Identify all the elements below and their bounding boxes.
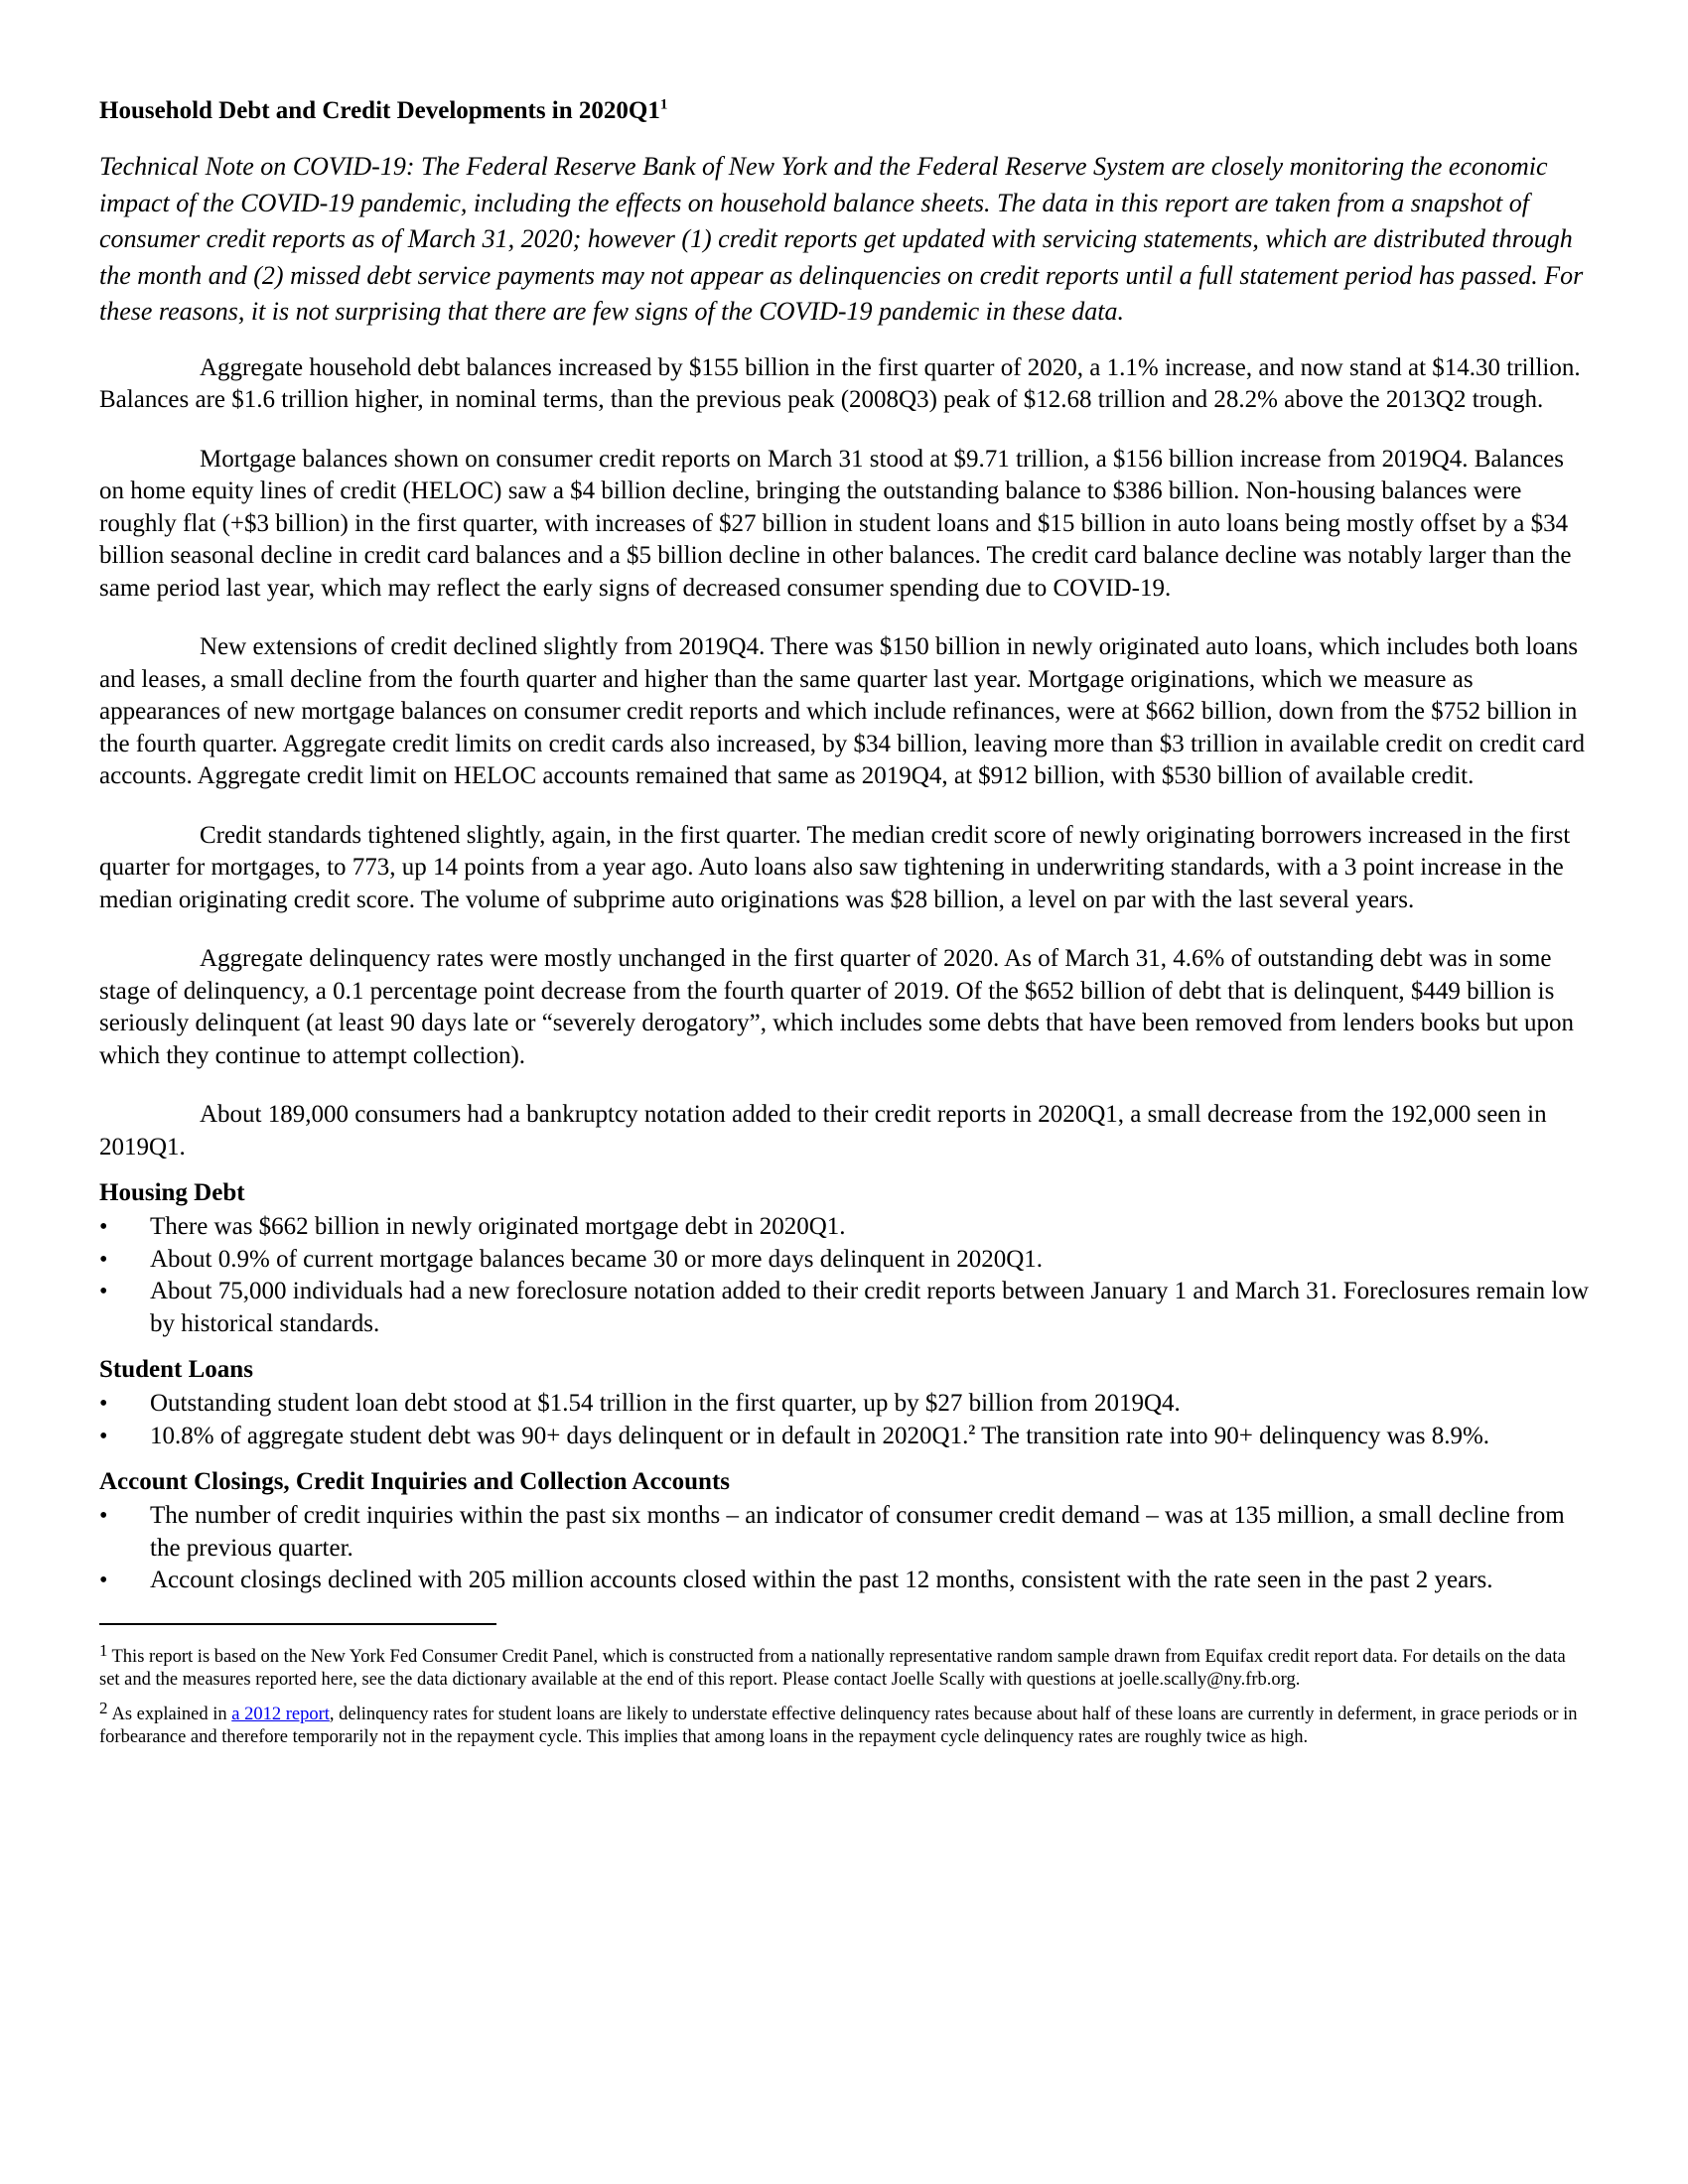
bullet-icon: • [99, 1391, 108, 1417]
paragraph-new-credit: New extensions of credit declined slightly from 2019Q4. There was $150 billion in newly originated auto loans, which includes both loans and leases, a small decline from the fourth quarter and higher than the same quarter last year. Mortgage originations, which we measure as appearances of new mortgage balances on consumer credit reports and which include refinances, were at $662 billion, down from the $752 billion in the fourth quarter. Aggregate credit limits on credit cards also increased, by $34 billion, leaving more than $3 trillion in available credit on credit card accounts. Aggregate credit limit on HELOC accounts remained that same as 2019Q4, at $912 billion, with $530 billion of available credit. [99, 633, 1586, 789]
report-link[interactable]: a 2012 report [231, 1704, 330, 1724]
paragraph-mortgage-balances: Mortgage balances shown on consumer credit reports on March 31 stood at $9.71 trillion, a $156 billion increase from 2019Q4. Balances on home equity lines of credit (HELOC) saw a $4 billion decline, bringing the outstanding balance to $386 billion. Non-housing balances were roughly flat (+$3 billion) in the first quarter, with increases of $27 billion in student loans and $15 billion in auto loans being mostly offset by a $34 billion seasonal decline in credit card balances and a $5 billion decline in other balances. The credit card balance decline was notably larger than the same period last year, which may reflect the early signs of decreased consumer spending due to COVID-19. [99, 445, 1572, 602]
title-text: Household Debt and Credit Developments in 2020Q1 [99, 97, 660, 124]
bullet-icon: • [99, 1568, 108, 1593]
paragraph-bankruptcy: About 189,000 consumers had a bankruptcy notation added to their credit reports in 2020Q1, a small decrease from the 192,000 seen in 2019Q1. [99, 1101, 1547, 1160]
footnote-1: 1 This report is based on the New York Fed Consumer Credit Panel, which is constructed from a nationally representative random sample drawn from Equifax credit report data. For details on the data set and the measures reported here, see the data dictionary available at the end of this report. Please contact Joelle Scally with questions at joelle.scally@ny.frb.org. [99, 1640, 1566, 1690]
paragraph-debt-balances: Aggregate household debt balances increased by $155 billion in the first quarter of 2020, a 1.1% increase, and now stand at $14.30 trillion. Balances are $1.6 trillion higher, in nominal terms, than the previous peak (2008Q3) peak of $12.68 trillion and 28.2% above the 2013Q2 trough. [99, 353, 1581, 413]
footnote-marker: 2 [968, 1423, 976, 1438]
bullet-icon: • [99, 1279, 108, 1304]
bullet-icon: • [99, 1246, 108, 1273]
paragraph-credit-standards: Credit standards tightened slightly, again, in the first quarter. The median credit score of newly originating borrowers increased in the first quarter for mortgages, to 773, up 14 points from a year ago. Auto loans also saw tightening in underwriting standards, with a 3 point increase in the median originating credit score. The volume of subprime auto originations was $28 billion, a level on par with the last several years. [99, 821, 1571, 913]
list-item: • 10.8% of aggregate student debt was 90+ days delinquent or in default in 2020Q1.$^2$ The transition rate into 90+ delinquency was 8.9%. [99, 1421, 1589, 1453]
technical-note: Technical Note on COVID-19: The Federal Reserve Bank of New York and the Federal Reserve System are closely monitoring the economic impact of the COVID-19 pandemic, including the effects on household balance sheets. The data in this report are taken from a snapshot of consumer credit reports as of March 31, 2020; however (1) credit reports get updated with servicing statements, which are distributed through the month and (2) missed debt service payments may not appear as delinquencies on credit reports until a full statement period has passed. For these reasons, it is not surprising that there are few signs of the COVID-19 pandemic in these data. [99, 152, 1584, 326]
list-item: • Account closings declined with 205 million accounts closed within the past 12 months, consistent with the rate seen in the past 2 years. [99, 1565, 1589, 1597]
list-item: • About 0.9% of current mortgage balances became 30 or more days delinquent in 2020Q1. [99, 1244, 1589, 1277]
section-heading-housing: Housing Debt [99, 1179, 245, 1206]
paragraph-delinquency: Aggregate delinquency rates were mostly unchanged in the first quarter of 2020. As of March 31, 4.6% of outstanding debt was in some stage of delinquency, a 0.1 percentage point decrease from the fourth quarter of 2019. Of the $652 billion of debt that is delinquent, $449 billion is seriously delinquent (at least 90 days late or “severely derogatory”, which includes some debts that have been removed from lenders books but upon which they continue to attempt collection). [99, 945, 1574, 1069]
document-page [99, 95, 1589, 1754]
student-bullet-list [99, 1388, 1589, 1452]
footnote-divider [99, 1623, 496, 1625]
footnotes [99, 1639, 1589, 1750]
bullet-icon: • [99, 1423, 108, 1449]
bullet-icon: • [99, 1214, 108, 1240]
list-item: • The number of credit inquiries within the past six months – an indicator of consumer credit demand – was at 135 million, a small decline from the previous quarter. [99, 1502, 1565, 1562]
accounts-bullet-list [99, 1500, 1589, 1597]
housing-bullet-list [99, 1211, 1589, 1340]
list-item: • There was $662 billion in newly originated mortgage debt in 2020Q1. [99, 1211, 1589, 1244]
list-item: • Outstanding student loan debt stood at $1.54 trillion in the first quarter, up by $27 billion from 2019Q4. [99, 1388, 1589, 1421]
document-title [99, 95, 1589, 127]
list-item: • About 75,000 individuals had a new foreclosure notation added to their credit reports between January 1 and March 31. Foreclosures remain low by historical standards. [99, 1278, 1589, 1337]
section-heading-accounts: Account Closings, Credit Inquiries and Collection Accounts [99, 1468, 731, 1495]
title-footnote-marker: 1 [659, 96, 668, 113]
bullet-icon: • [99, 1503, 108, 1529]
section-heading-student-loans: Student Loans [99, 1356, 253, 1383]
footnote-2: 2 As explained in a 2012 report, delinquency rates for student loans are likely to understate effective delinquency rates because about half of these loans are currently in deferment, in grace periods or in forbearance and therefore temporarily not in the repayment cycle. This implies that among loans in the repayment cycle delinquency rates are roughly twice as high. [99, 1698, 1578, 1747]
